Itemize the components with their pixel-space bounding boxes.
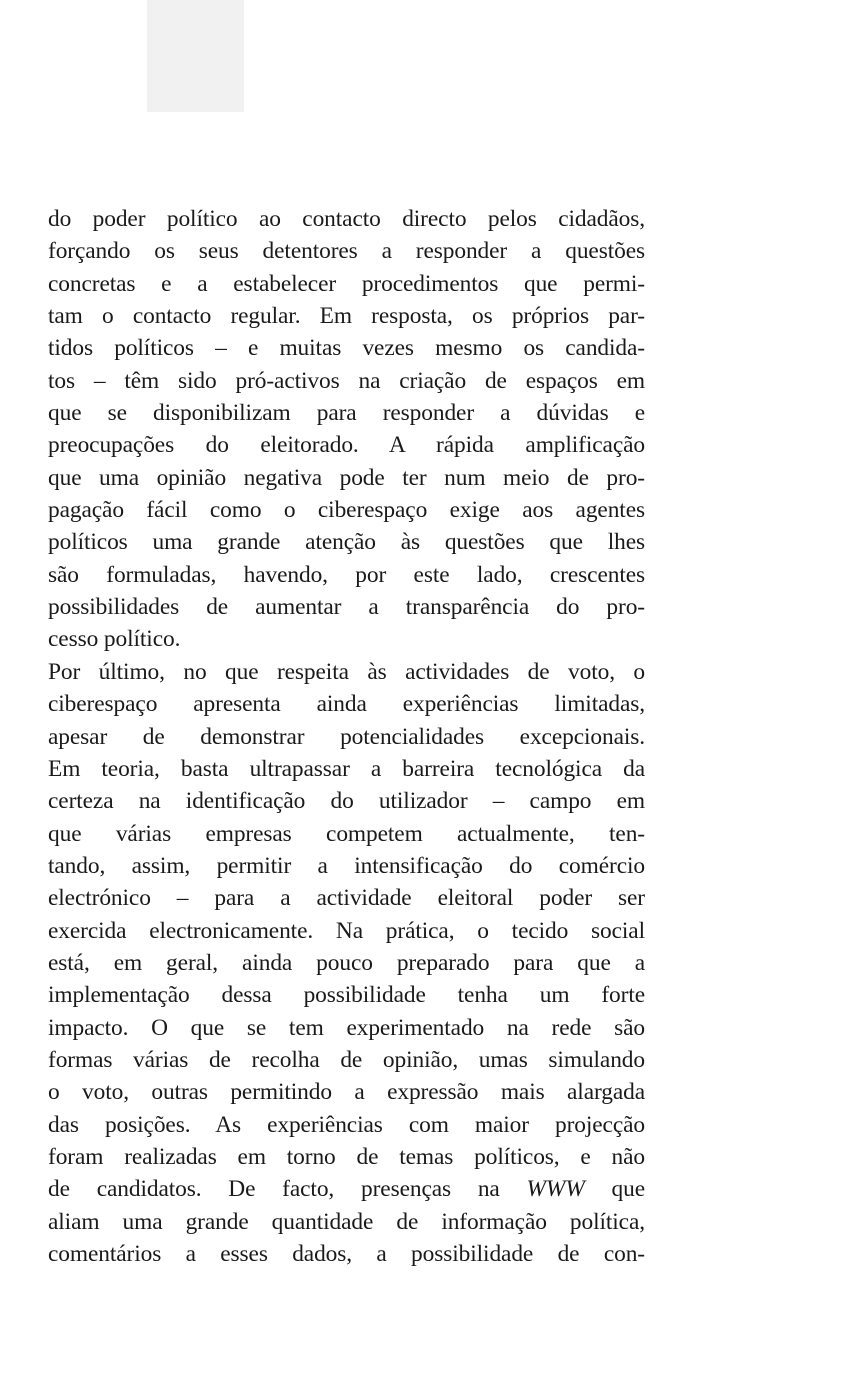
text-line: [48, 623, 645, 655]
text-line: [48, 1238, 645, 1270]
text-line-content: Por último, no que respeita às actividades de voto, o: [48, 658, 645, 685]
text-line-content: foram realizadas em torno de temas políticos, e não: [48, 1143, 645, 1170]
text-line-content: preocupações do eleitorado. A rápida amplificação: [48, 432, 645, 459]
text-line: [48, 850, 645, 882]
text-line: [48, 300, 645, 332]
text-line-content: está, em geral, ainda pouco preparado para que a: [48, 949, 645, 976]
text-line: [48, 753, 645, 785]
text-line-content: são formuladas, havendo, por este lado, crescentes: [48, 561, 645, 588]
text-line-content: formas várias de recolha de opinião, umas simulando: [48, 1046, 645, 1073]
text-line: [48, 397, 645, 429]
text-line-content: pagação fácil como o ciberespaço exige aos agentes: [48, 497, 645, 524]
text-line-tail: que: [584, 1176, 645, 1203]
text-line: [48, 268, 645, 300]
text-line: [48, 1141, 645, 1173]
text-line: [48, 818, 645, 850]
text-line: [48, 1109, 645, 1141]
text-line: [48, 688, 645, 720]
text-line-content: das posições. As experiências com maior projecção: [48, 1111, 645, 1138]
text-line-content: comentários a esses dados, a possibilidade de con-: [48, 1241, 645, 1267]
text-line-content: o voto, outras permitindo a expressão mais alargada: [48, 1079, 645, 1106]
text-line-content: que uma opinião negativa pode ter num meio de pro-: [48, 464, 645, 491]
text-line: [48, 365, 645, 397]
text-line-content: ciberespaço apresenta ainda experiências limitadas,: [48, 691, 645, 718]
text-line-content: do poder político ao contacto directo pelos cidadãos,: [48, 206, 645, 232]
text-line: [48, 1206, 645, 1238]
text-line: [48, 1012, 645, 1044]
text-line-content: impacto. O que se tem experimentado na rede são: [48, 1014, 645, 1041]
text-line-content: exercida electronicamente. Na prática, o tecido social: [48, 917, 645, 944]
text-line-content: aliam uma grande quantidade de informação política,: [48, 1208, 645, 1235]
text-line: [48, 235, 645, 267]
text-line-content: tam o contacto regular. Em resposta, os próprios par-: [48, 303, 645, 330]
text-line-content: de candidatos. De facto, presenças na: [48, 1176, 500, 1203]
text-line-content: políticos uma grande atenção às questões que lhes: [48, 529, 645, 556]
text-line: [48, 785, 645, 817]
body-text: [48, 203, 645, 1270]
text-line: [48, 1076, 645, 1108]
text-line-content: certeza na identificação do utilizador – campo em: [48, 788, 645, 815]
text-line: [48, 526, 645, 558]
text-line-content: implementação dessa possibilidade tenha um forte: [48, 982, 645, 1009]
text-line: [48, 915, 645, 947]
text-line: [48, 429, 645, 461]
text-line: [48, 1044, 645, 1076]
text-line-content: electrónico – para a actividade eleitoral poder ser: [48, 885, 645, 912]
text-line: [48, 462, 645, 494]
text-line: [48, 1173, 645, 1205]
text-line-content: Em teoria, basta ultrapassar a barreira tecnológica da: [48, 755, 645, 782]
text-line-content: forçando os seus detentores a responder a questões: [48, 238, 645, 265]
text-line: [48, 591, 645, 623]
text-line-content: concretas e a estabelecer procedimentos que permi-: [48, 270, 645, 297]
text-line-content: que várias empresas competem actualmente, ten-: [48, 820, 645, 847]
text-line: [48, 656, 645, 688]
text-line-content: apesar de demonstrar potencialidades excepcionais.: [48, 723, 645, 750]
text-line-content: tidos políticos – e muitas vezes mesmo os candida-: [48, 335, 645, 362]
text-line-content: tando, assim, permitir a intensificação do comércio: [48, 852, 645, 879]
text-line-content: tos – têm sido pró-activos na criação de espaços em: [48, 367, 645, 394]
text-line-content: que se disponibilizam para responder a dúvidas e: [48, 400, 645, 427]
text-line: [48, 882, 645, 914]
text-line: [48, 559, 645, 591]
text-line: [48, 494, 645, 526]
text-line: [48, 979, 645, 1011]
text-line: [48, 203, 645, 235]
text-line: [48, 332, 645, 364]
italic-term: WWW: [526, 1176, 585, 1203]
text-line-content: cesso político.: [48, 626, 181, 653]
text-line: [48, 721, 645, 753]
text-line-content: possibilidades de aumentar a transparência do pro-: [48, 594, 645, 621]
text-line: [48, 947, 645, 979]
top-tab-block: [147, 0, 244, 112]
